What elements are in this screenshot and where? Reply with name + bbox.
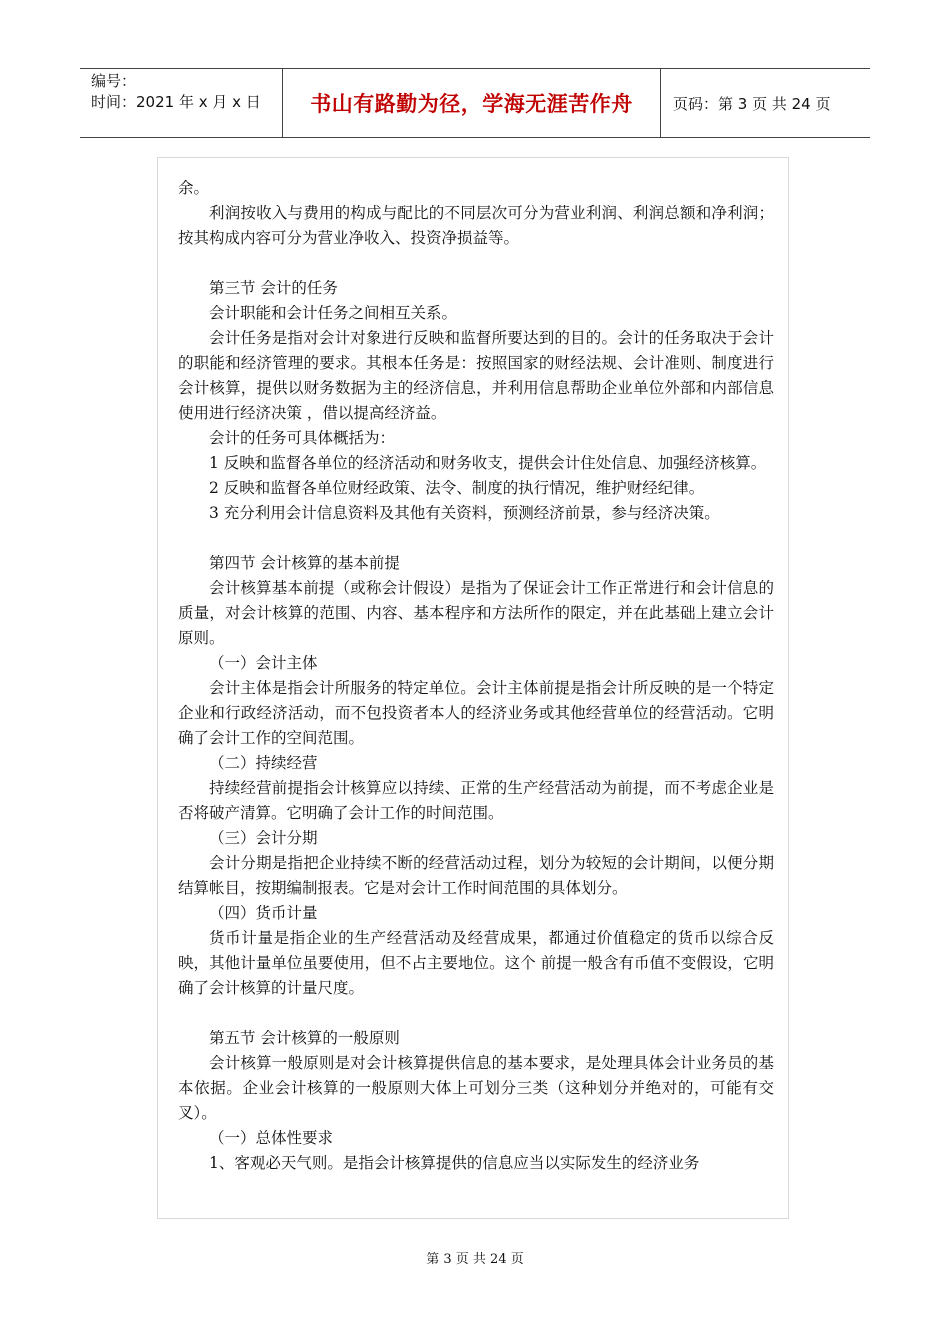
paragraph: 持续经营前提指会计核算应以持续、正常的生产经营活动为前提，而不考虑企业是否将破产清算。它明确了会计工作的时间范围。 xyxy=(178,779,774,822)
paragraph: 余。 xyxy=(178,179,210,197)
header-meta xyxy=(80,69,283,137)
doc-time-label: 时间：2021 年 x 月 x 日 xyxy=(91,93,261,111)
doc-number-label: 编号： xyxy=(91,72,137,90)
section-title: 第五节 会计核算的一般原则 xyxy=(209,1029,400,1047)
subheading: （一）会计主体 xyxy=(209,654,318,672)
list-item: 2 反映和监督各单位财经政策、法令、制度的执行情况，维护财经纪律。 xyxy=(209,479,705,497)
paragraph: 会计分期是指把企业持续不断的经营活动过程，划分为较短的会计期间，以便分期结算帐目，按期编制报表。它是对会计工作时间范围的具体划分。 xyxy=(178,854,774,897)
paragraph: 会计核算一般原则是对会计核算提供信息的基本要求，是处理具体会计业务员的基本依据。企业会计核算的一般原则大体上可划分三类（这种划分并绝对的，可能有交叉）。 xyxy=(178,1054,774,1122)
subheading: （一）总体性要求 xyxy=(209,1129,334,1147)
header-page-label: 页码：第 3 页 共 24 页 xyxy=(673,94,831,113)
page-header xyxy=(80,68,870,138)
paragraph: 货币计量是指企业的生产经营活动及经营成果，都通过价值稳定的货币以综合反映，其他计量单位虽要使用，但不占主要地位。这个 前提一般含有币值不变假设，它明确了会计核算的计量尺度。 xyxy=(178,929,774,997)
paragraph: 利润按收入与费用的构成与配比的不同层次可分为营业利润、利润总额和净利润；按其构成内容可分为营业净收入、投资净损益等。 xyxy=(178,204,774,247)
paragraph: 会计核算基本前提（或称会计假设）是指为了保证会计工作正常进行和会计信息的质量，对会计核算的范围、内容、基本程序和方法所作的限定，并在此基础上建立会计原则。 xyxy=(178,579,774,647)
header-motto: 书山有路勤为径，学海无涯苦作舟 xyxy=(283,69,661,137)
subheading: （二）持续经营 xyxy=(209,754,318,772)
list-item: 3 充分利用会计信息资料及其他有关资料，预测经济前景，参与经济决策。 xyxy=(209,504,720,522)
document-body xyxy=(178,176,774,1176)
section-title: 第四节 会计核算的基本前提 xyxy=(209,554,400,572)
paragraph: 会计主体是指会计所服务的特定单位。会计主体前提是指会计所反映的是一个特定企业和行政经济活动，而不包投资者本人的经济业务或其他经营单位的经营活动。它明确了会计工作的空间范围。 xyxy=(178,679,774,747)
paragraph: 会计任务是指对会计对象进行反映和监督所要达到的目的。会计的任务取决于会计的职能和经济管理的要求。其根本任务是：按照国家的财经法规、会计准则、制度进行会计核算，提供以财务数据为主的经济信息，并利用信息帮助企业单位外部和内部信息使用进行经济决策 ，借以提高经济益。 xyxy=(178,329,774,422)
paragraph: 会计职能和会计任务之间相互关系。 xyxy=(209,304,458,322)
list-item: 1 反映和监督各单位的经济活动和财务收支，提供会计住处信息、加强经济核算。 xyxy=(209,454,767,472)
page-footer: 第 3 页 共 24 页 xyxy=(426,1252,524,1267)
paragraph: 1、客观必天气则。是指会计核算提供的信息应当以实际发生的经济业务 xyxy=(209,1154,700,1172)
subheading: （三）会计分期 xyxy=(209,829,318,847)
section-title: 第三节 会计的任务 xyxy=(209,279,338,297)
paragraph: 会计的任务可具体概括为： xyxy=(209,429,396,447)
subheading: （四）货币计量 xyxy=(209,904,318,922)
